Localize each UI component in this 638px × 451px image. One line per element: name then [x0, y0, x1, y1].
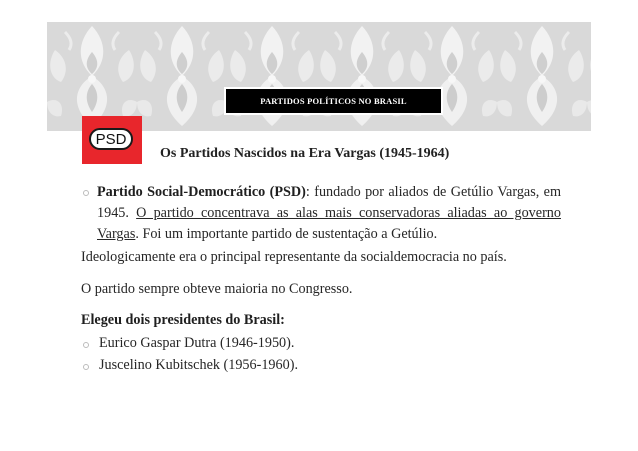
psd-description-text-2: . Foi um importante partido de sustentação a Getúlio. — [135, 226, 438, 242]
psd-logo — [82, 116, 142, 164]
congress-text: O partido sempre obteve maioria no Congresso. — [81, 281, 353, 297]
psd-description — [97, 182, 561, 245]
list-item-president-1: Eurico Gaspar Dutra (1946-1950). — [99, 335, 295, 351]
slide-subtitle: Os Partidos Nascidos na Era Vargas (1945-1964) — [160, 146, 450, 161]
psd-description-underlined: O partido concentrava as alas mais conservadoras aliadas ao governo Vargas — [97, 205, 561, 242]
presidents-heading: Elegeu dois presidentes do Brasil: — [81, 312, 285, 328]
list-item-president-2: Juscelino Kubitschek (1956-1960). — [99, 357, 298, 373]
psd-logo-text: PSD — [89, 128, 133, 150]
bullet-icon — [83, 190, 89, 196]
bullet-icon — [83, 364, 89, 370]
bullet-icon — [83, 342, 89, 348]
psd-description-text-1: : fundado por aliados de Getúlio Vargas, em 1945. — [97, 184, 561, 221]
slide-title: PARTIDOS POLÍTICOS NO BRASIL — [224, 87, 443, 115]
ideology-text: Ideologicamente era o principal representante da socialdemocracia no país. — [81, 249, 507, 265]
psd-name: Partido Social-Democrático (PSD) — [97, 184, 306, 200]
